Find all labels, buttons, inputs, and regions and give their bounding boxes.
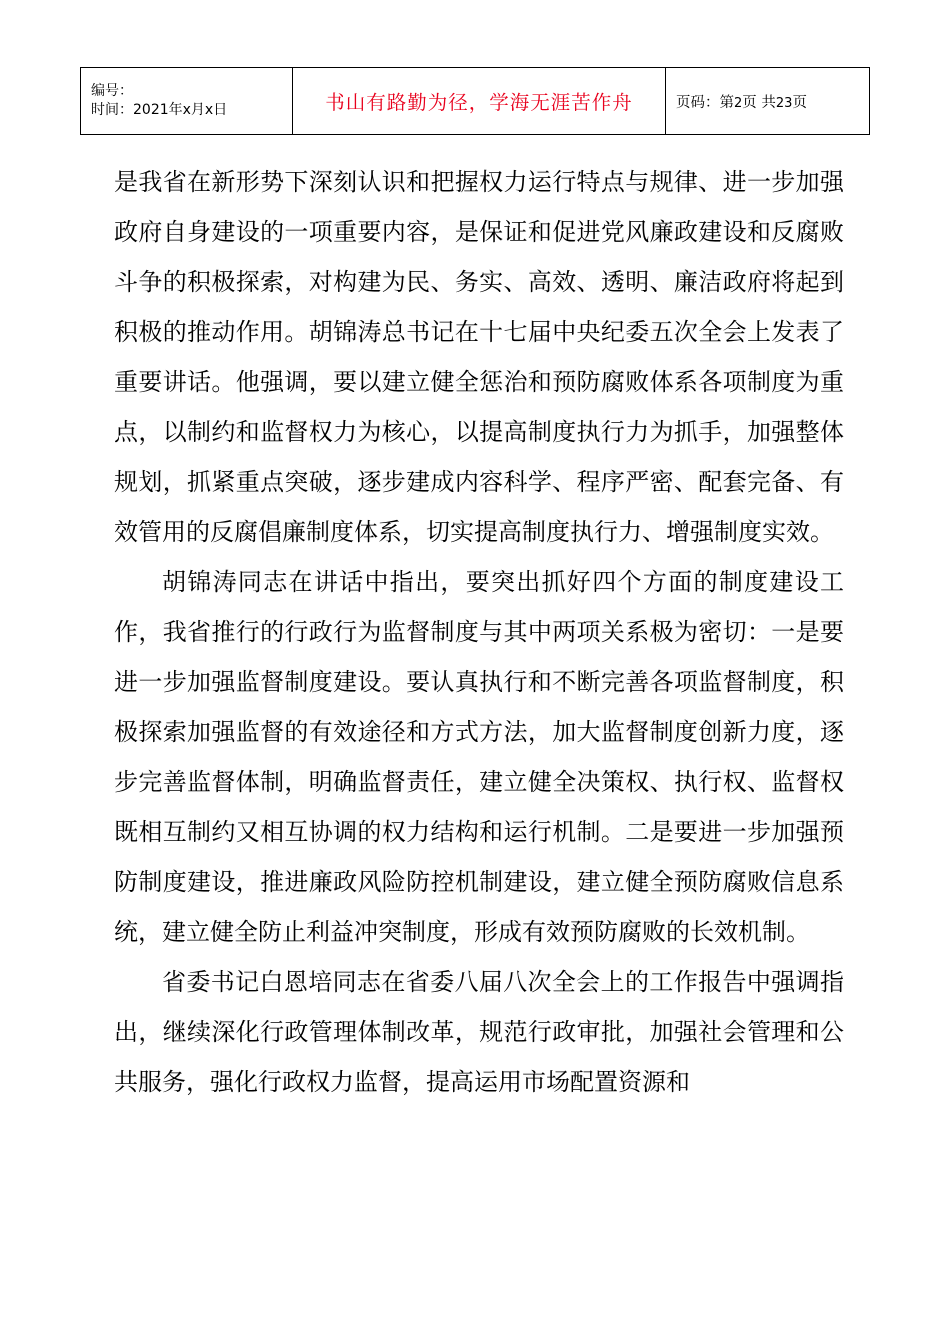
date-label: 时间： (91, 102, 133, 118)
body-paragraph-2: 胡锦涛同志在讲话中指出，要突出抓好四个方面的制度建设工作，我省推行的行政行为监督制度与其中两项关系极为密切：一是要进一步加强监督制度建设。要认真执行和不断完善各项监督制度，积极探索加强监督的有效途径和方式方法，加大监督制度创新力度，逐步完善监督体制，明确监督责任，建立健全决策权、执行权、监督权既相互制约又相互协调的权力结构和运行机制。二是要进一步加强预防制度建设，推进廉政风险防控机制建设，建立健全预防腐败信息系统，建立健全防止利益冲突制度，形成有效预防腐败的长效机制。 (114, 568, 844, 946)
document-number-label: 编号： (91, 83, 133, 99)
document-date (91, 101, 292, 120)
body-paragraph-3: 省委书记白恩培同志在省委八届八次全会上的工作报告中强调指出，继续深化行政管理体制改革，规范行政审批，加强社会管理和公共服务，强化行政权力监督，提高运用市场配置资源和 (114, 968, 844, 1096)
motto-text: 书山有路勤为径，学海无涯苦作舟 (325, 91, 633, 114)
page-suffix: 页 (792, 94, 807, 111)
document-header (80, 67, 870, 135)
page-current: 2 (734, 95, 743, 111)
page-total: 23 (775, 95, 793, 111)
page-prefix: 页码：第 (676, 94, 734, 111)
header-motto-cell (293, 68, 666, 135)
document-body (114, 157, 844, 1107)
body-paragraph-1: 是我省在新形势下深刻认识和把握权力运行特点与规律、进一步加强政府自身建设的一项重要内容，是保证和促进党风廉政建设和反腐败斗争的积极探索，对构建为民、务实、高效、透明、廉洁政府将起到积极的推动作用。胡锦涛总书记在十七届中央纪委五次全会上发表了重要讲话。他强调，要以建立健全惩治和预防腐败体系各项制度为重点，以制约和监督权力为核心，以提高制度执行力为抓手，加强整体规划，抓紧重点突破，逐步建成内容科学、程序严密、配套完备、有效管用的反腐倡廉制度体系，切实提高制度执行力、增强制度实效。 (114, 168, 844, 546)
header-page-cell (666, 68, 870, 135)
date-value: 2021年x月x日 (133, 102, 228, 118)
page-middle: 页 共 (742, 94, 776, 111)
header-meta-cell (81, 68, 293, 135)
